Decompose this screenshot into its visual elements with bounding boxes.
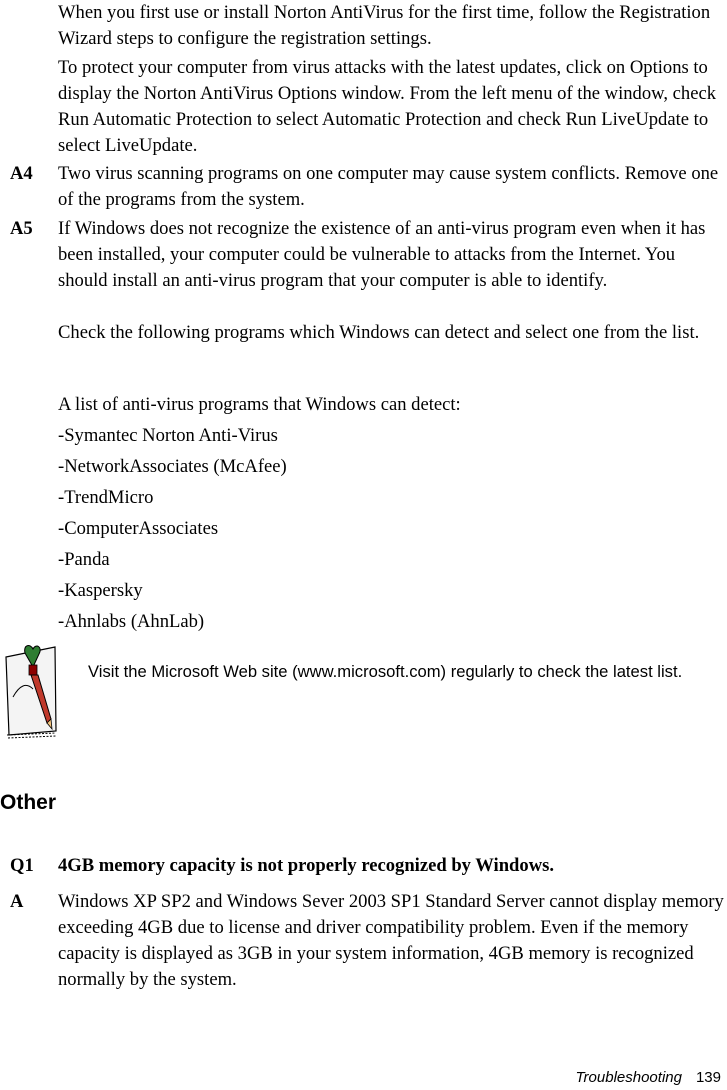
- question-text: 4GB memory capacity is not properly recognized by Windows.: [58, 855, 555, 876]
- note-pencil-icon: [3, 639, 59, 739]
- list-item: -TrendMicro: [58, 487, 154, 508]
- section-heading: Other: [0, 791, 57, 814]
- list-item: -Kaspersky: [58, 580, 143, 601]
- options-paragraph: To protect your computer from virus attacks with the latest updates, click on Options to display the Norton AntiVirus Options window. From the left menu of the window, check Run Automatic Protection to select Automatic Protection and check Run LiveUpdate to select LiveUpdate.: [58, 57, 717, 156]
- list-item: -NetworkAssociates (McAfee): [58, 456, 287, 477]
- footer-section-name: Troubleshooting: [575, 1069, 682, 1086]
- av-list-intro: A list of anti-virus programs that Windows can detect:: [58, 394, 461, 415]
- page-footer: [576, 1068, 722, 1088]
- answer-label: A: [10, 891, 24, 912]
- list-item: -Ahnlabs (AhnLab): [58, 611, 205, 632]
- page-number: 139: [695, 1069, 721, 1086]
- answer-label-a5: A5: [10, 218, 33, 239]
- note-text: Visit the Microsoft Web site (www.microsoft.com) regularly to check the latest list.: [88, 662, 683, 681]
- answer-text-a4: Two virus scanning programs on one computer may cause system conflicts. Remove one of the programs from the system.: [58, 163, 719, 210]
- answer-text: Windows XP SP2 and Windows Sever 2003 SP1 Standard Server cannot display memory exceeding 4GB due to license and driver compatibility problem. Even if the memory capacity is displayed as 3GB in your system information, 4GB memory is recognized normally by the system.: [58, 891, 724, 990]
- question-label: Q1: [10, 855, 34, 876]
- answer-text-a5-followup: Check the following programs which Windows can detect and select one from the list.: [58, 322, 700, 343]
- list-item: -Panda: [58, 549, 110, 570]
- answer-text-a5: If Windows does not recognize the existence of an anti-virus program even when it has been installed, your computer could be vulnerable to attacks from the Internet. You should install an anti-virus program that your computer is able to identify.: [58, 218, 706, 291]
- answer-label-a4: A4: [10, 163, 33, 184]
- list-item: -Symantec Norton Anti-Virus: [58, 425, 278, 446]
- list-item: -ComputerAssociates: [58, 518, 219, 539]
- registration-paragraph: When you first use or install Norton AntiVirus for the first time, follow the Registration Wizard steps to configure the registration settings.: [58, 2, 711, 49]
